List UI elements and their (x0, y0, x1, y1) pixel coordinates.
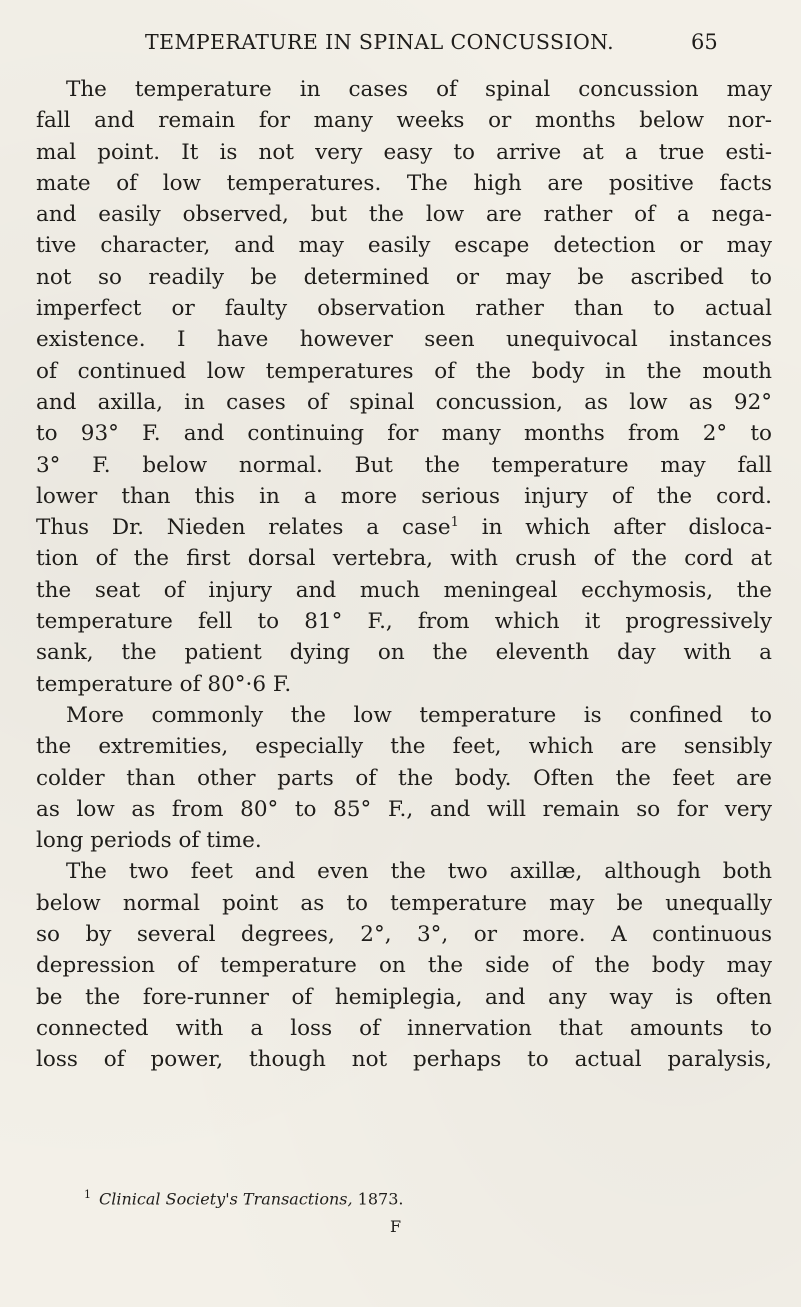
signature-mark: F (390, 1217, 402, 1236)
text-line: of continued low temperatures of the body in the mouth (36, 358, 772, 384)
text-line: so by several degrees, 2°, 3°, or more. A continuous (36, 922, 772, 948)
body-text (36, 74, 772, 1076)
text-line: lower than this in a more serious injury of the cord. (36, 483, 772, 509)
text-line-with-footnote-ref (36, 512, 772, 543)
text-line: imperfect or faulty observation rather than to actual (36, 296, 772, 322)
text-line: mal point. It is not very easy to arrive at a true esti- (36, 139, 772, 165)
text-line: temperature of 80°·6 F. (36, 671, 292, 697)
text-segment: in which after disloca- (458, 515, 773, 541)
running-title: TEMPERATURE IN SPINAL CONCUSSION. (145, 30, 615, 54)
text-line: tion of the first dorsal vertebra, with crush of the cord at (36, 546, 772, 572)
text-line: fall and remain for many weeks or months below nor- (36, 108, 772, 134)
text-line: the extremities, especially the feet, which are sensibly (36, 734, 772, 760)
text-segment: Thus Dr. Nieden relates a case (36, 515, 451, 541)
text-line: colder than other parts of the body. Often the feet are (36, 765, 772, 791)
text-line: and axilla, in cases of spinal concussion, as low as 92° (36, 389, 772, 415)
text-line: not so readily be determined or may be ascribed to (36, 264, 772, 290)
text-line: The temperature in cases of spinal concussion may (66, 77, 772, 102)
text-line: existence. I have however seen unequivocal instances (36, 327, 772, 353)
text-line: be the fore-runner of hemiplegia, and any way is often (36, 984, 772, 1010)
text-line: and easily observed, but the low are rather of a nega- (36, 202, 772, 228)
footnote-reference: 1 (450, 515, 459, 530)
text-line: to 93° F. and continuing for many months from 2° to (36, 421, 772, 447)
text-line: tive character, and may easily escape detection or may (36, 233, 772, 259)
text-line: the seat of injury and much meningeal ecchymosis, the (36, 577, 772, 603)
footnote-mark: 1 (84, 1188, 91, 1201)
text-line: sank, the patient dying on the eleventh day with a (36, 640, 772, 666)
text-line: 3° F. below normal. But the temperature may fall (36, 452, 772, 478)
text-line: below normal point as to temperature may be unequally (36, 890, 772, 916)
footnote-title: Clinical Society's Transactions, (99, 1189, 353, 1209)
page-number: 65 (691, 30, 718, 54)
text-line: long periods of time. (36, 828, 262, 854)
text-line: loss of power, though not perhaps to actual paralysis, (36, 1047, 772, 1073)
footnote (84, 1188, 403, 1208)
text-line: as low as from 80° to 85° F., and will remain so for very (36, 796, 772, 822)
text-line: mate of low temperatures. The high are positive facts (36, 170, 772, 196)
text-line: depression of temperature on the side of the body may (36, 953, 772, 979)
text-line: connected with a loss of innervation that amounts to (36, 1015, 772, 1041)
footnote-year: 1873. (352, 1189, 404, 1209)
page-header (0, 30, 801, 60)
text-line: The two feet and even the two axillæ, although both (66, 859, 772, 885)
text-line: More commonly the low temperature is confined to (66, 702, 772, 728)
text-line: temperature fell to 81° F., from which it progressively (36, 609, 772, 635)
